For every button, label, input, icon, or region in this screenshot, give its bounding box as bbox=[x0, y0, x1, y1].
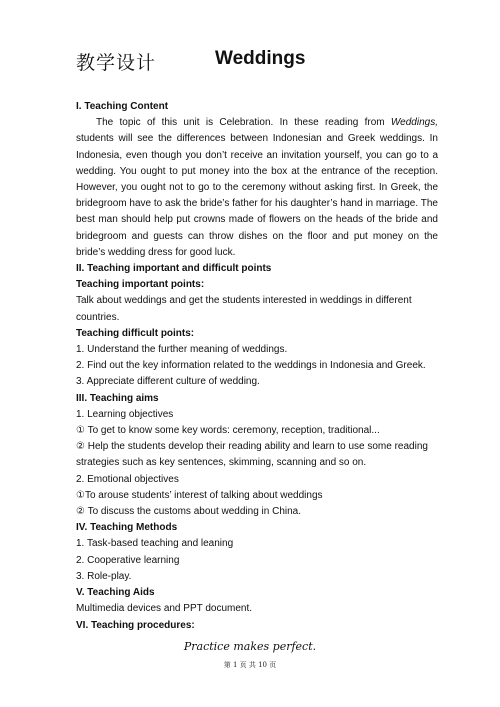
list-item: strategies such as key sentences, skimming, scanning and so on. bbox=[76, 457, 367, 469]
list-item: ①To arouse students’ interest of talking about weddings bbox=[76, 489, 323, 501]
paragraph-line: The topic of this unit is Celebration. In these reading from Weddings, bbox=[96, 117, 438, 129]
footer-motto: Practice makes perfect. bbox=[183, 640, 317, 653]
section-heading-teaching-content: I. Teaching Content bbox=[76, 101, 169, 112]
title-chinese: 教学设计 bbox=[76, 52, 157, 74]
list-item: ② Help the students develop their reading ability and learn to use some reading bbox=[76, 441, 428, 453]
list-item: 1. Learning objectives bbox=[76, 408, 174, 420]
paragraph-line: However, you ought not to go to the ceremony without asking first. In Greek, the bbox=[76, 182, 438, 194]
section-heading-important-points: II. Teaching important and difficult points bbox=[76, 263, 272, 275]
paragraph-line: students will see the differences between Indonesian and Greek weddings. In bbox=[76, 133, 438, 145]
paragraph-line: bridegroom and guests can throw dishes on the floor and put money on the bbox=[76, 230, 438, 242]
list-item: 3. Appreciate different culture of wedding. bbox=[76, 376, 260, 388]
paragraph-line: bride’s wedding dress for good luck. bbox=[76, 246, 236, 258]
section-heading-teaching-methods: IV. Teaching Methods bbox=[76, 522, 178, 534]
body-line: Talk about weddings and get the students interested in weddings in different bbox=[76, 295, 412, 307]
paragraph-line: Indonesia, even though you don’t receive an invitation yourself, you can go to a bbox=[76, 149, 438, 161]
subheading-important-points: Teaching important points: bbox=[76, 279, 205, 291]
title-english: Weddings bbox=[215, 48, 306, 69]
section-heading-teaching-aids: V. Teaching Aids bbox=[76, 587, 155, 599]
section-heading-teaching-aims: III. Teaching aims bbox=[76, 392, 159, 404]
list-item: ② To discuss the customs about wedding in China. bbox=[76, 506, 302, 518]
page-number: 第 1 页 共 10 页 bbox=[223, 661, 277, 669]
document-title bbox=[76, 48, 436, 74]
list-item: 3. Role-play. bbox=[76, 570, 132, 582]
list-item: 1. Understand the further meaning of weddings. bbox=[76, 344, 288, 356]
list-item: 1. Task-based teaching and leaning bbox=[76, 538, 234, 550]
subheading-difficult-points: Teaching difficult points: bbox=[76, 327, 195, 339]
list-item: 2. Emotional objectives bbox=[76, 473, 179, 485]
body-line: Multimedia devices and PPT document. bbox=[76, 603, 253, 615]
list-item: 2. Cooperative learning bbox=[76, 554, 180, 566]
paragraph-line: bridegroom have to ask the bride’s father for his daughter’s hand in marriage. The bbox=[76, 198, 438, 210]
paragraph-line: wedding. You ought to put money into the box at the entrance of the reception. bbox=[76, 165, 438, 177]
section-heading-teaching-procedures: VI. Teaching procedures: bbox=[76, 619, 195, 631]
document-body bbox=[76, 99, 438, 634]
list-item: 2. Find out the key information related to the weddings in Indonesia and Greek. bbox=[76, 360, 426, 372]
body-line: countries. bbox=[76, 311, 120, 323]
list-item: ① To get to know some key words: ceremony, reception, traditional... bbox=[76, 425, 380, 437]
paragraph-line: best man should help put crowns made of flowers on the heads of the bride and bbox=[76, 214, 438, 226]
